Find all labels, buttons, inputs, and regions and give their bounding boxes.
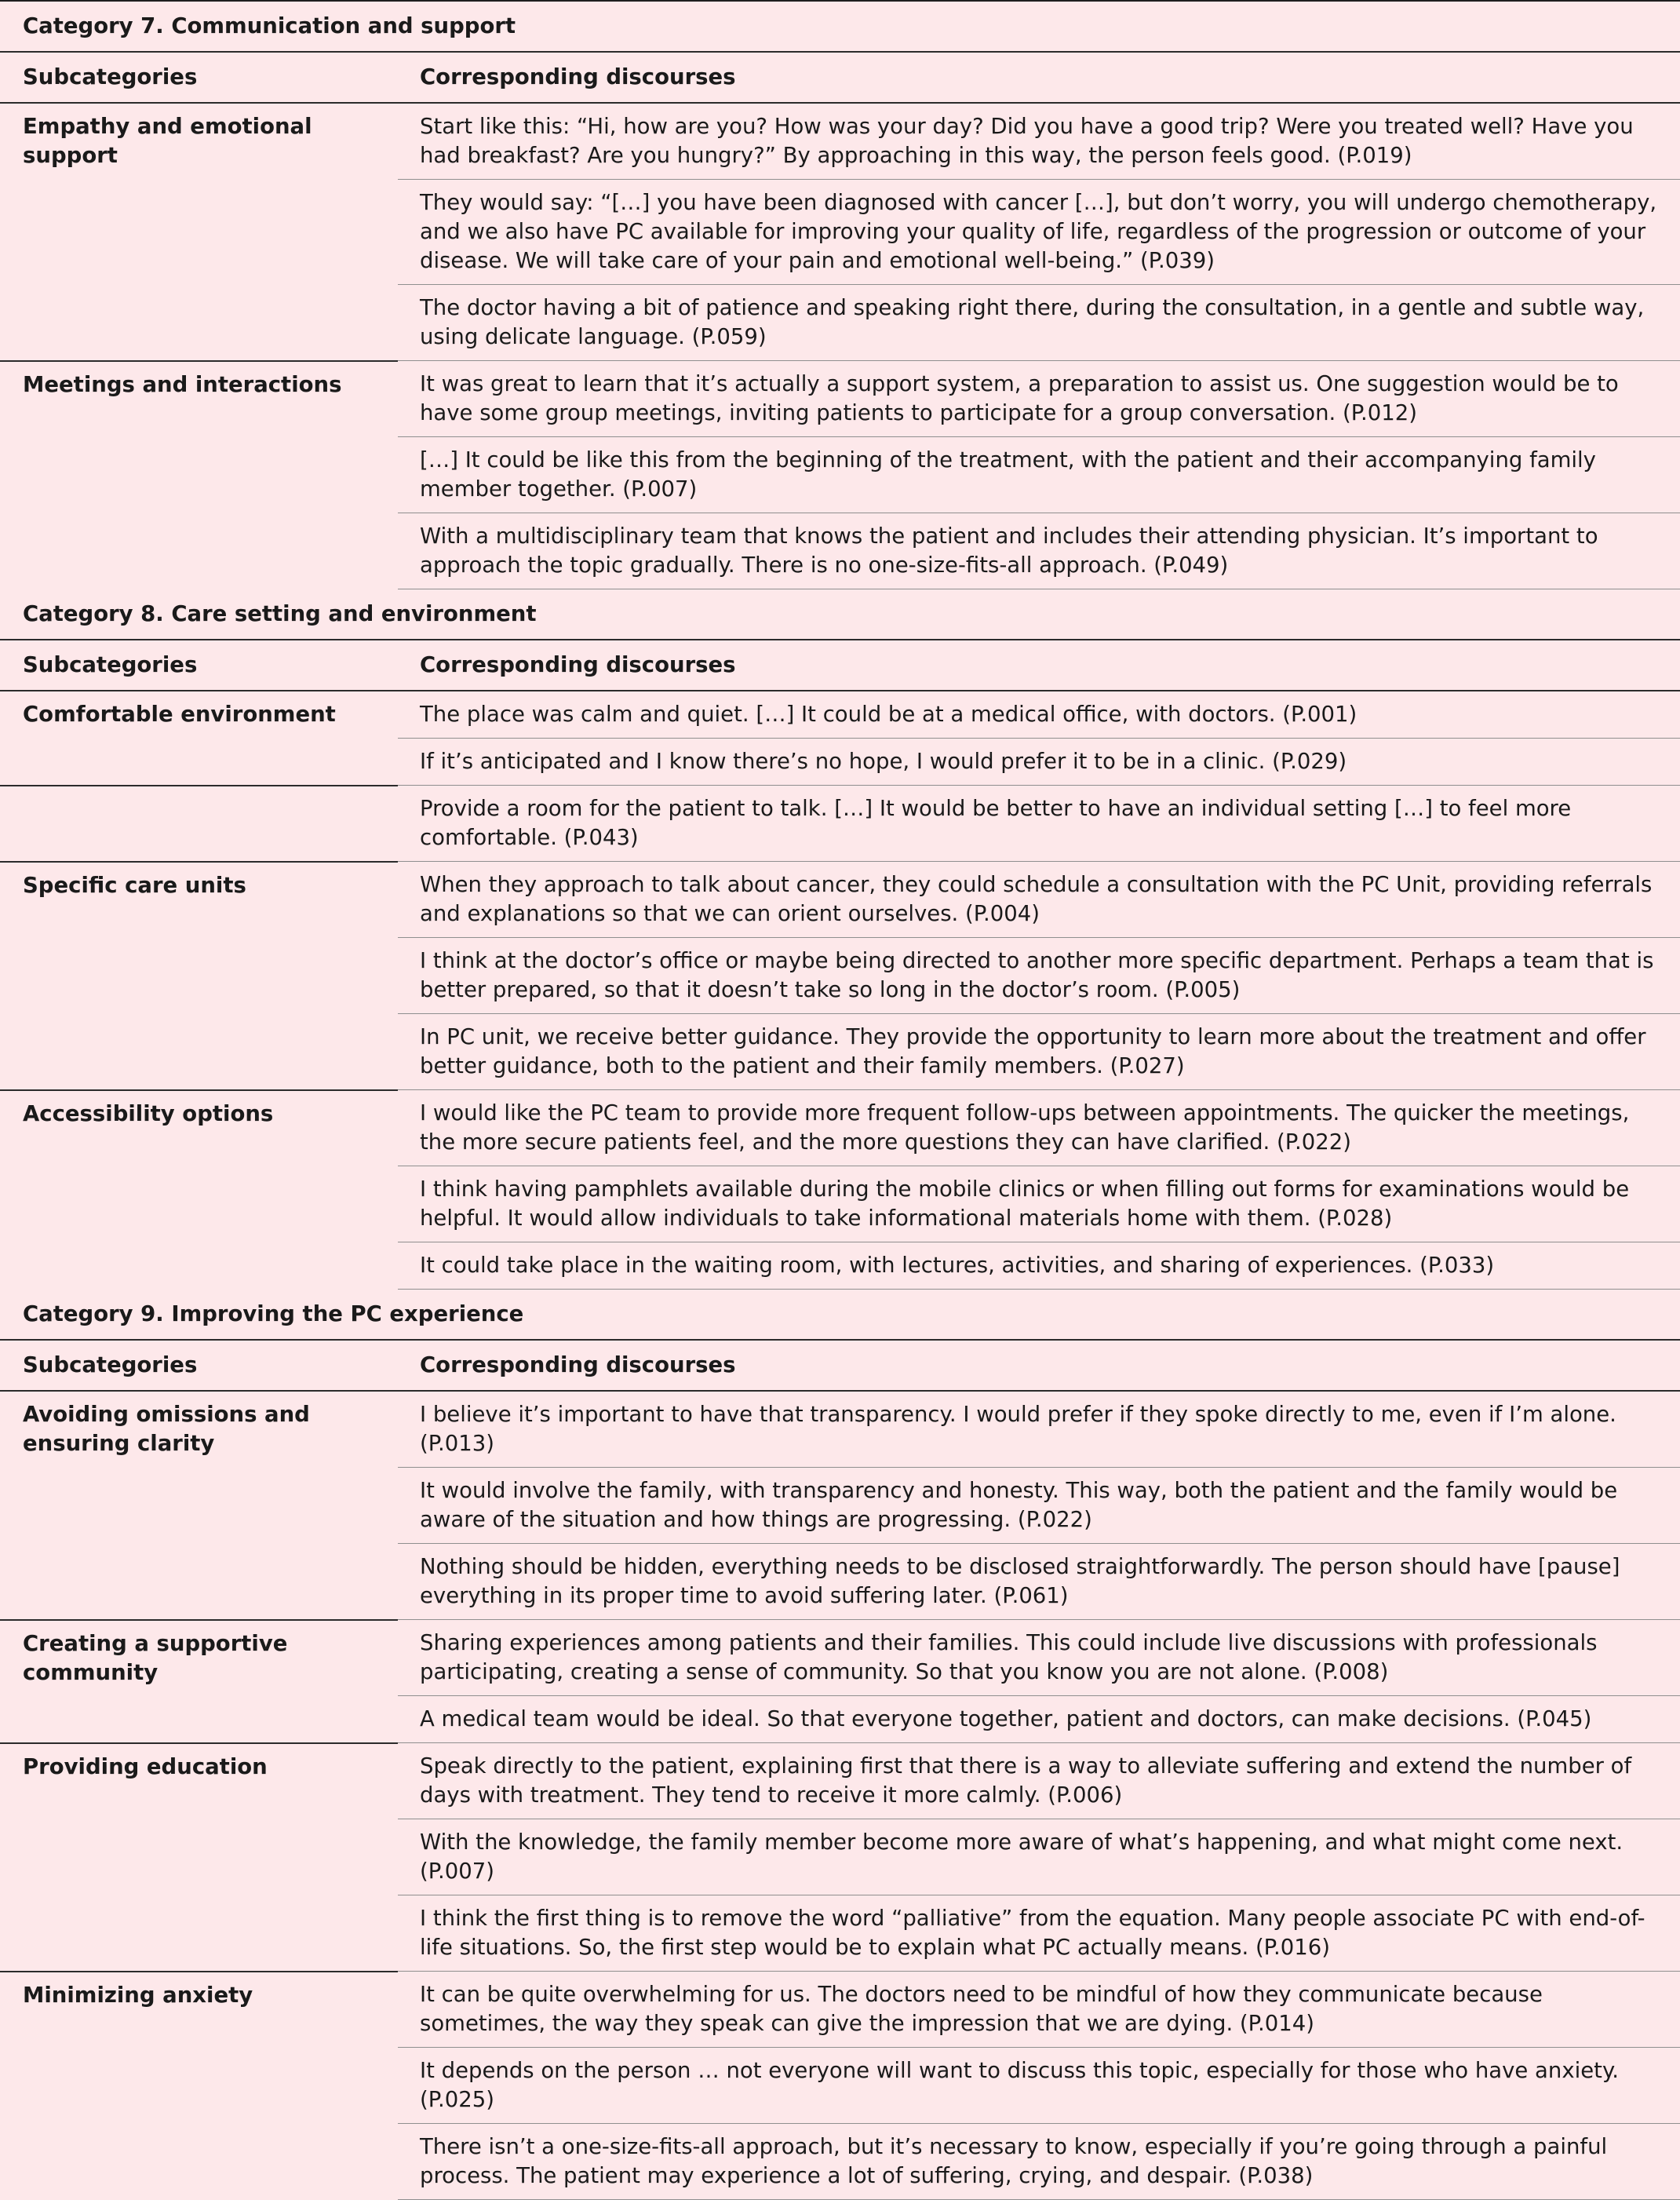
subcategory-cell <box>0 691 398 786</box>
table-row <box>0 1391 1680 1468</box>
subcategory-cell <box>0 1620 398 1743</box>
discourse-text: I think having pamphlets available during the mobile clinics or when filling out forms for examinations would be helpful. It would allow individuals to take informational materials home with them. (P.028) <box>398 1166 1680 1242</box>
discourse-text: They would say: “[…] you have been diagnosed with cancer […], but don’t worry, you will undergo chemotherapy, and we also have PC available for improving your quality of life, regardless of the progression or outcome of your disease. We will take care of your pain and emotional well-being.” (P.039) <box>398 180 1680 285</box>
table-row <box>0 786 1680 862</box>
subcategory-cell <box>0 103 398 361</box>
subcategory-name: Providing education <box>23 1753 268 1779</box>
table-row <box>0 691 1680 739</box>
subcategory-name: Meetings and interactions <box>23 371 342 397</box>
discourse-text: I would like the PC team to provide more frequent follow-ups between appointments. The quicker the meetings, the more secure patients feel, and the more questions they can have clarified. (P.022) <box>398 1090 1680 1166</box>
subcategory-cell <box>0 361 398 589</box>
discourse-text: The doctor having a bit of patience and speaking right there, during the consultation, in a gentle and subtle way, using delicate language. (P.059) <box>398 285 1680 361</box>
discourse-text: With the knowledge, the family member become more aware of what’s happening, and what might come next. (P.007) <box>398 1819 1680 1895</box>
subcategory-name: Comfortable environment <box>23 702 336 727</box>
column-header-row <box>0 1340 1680 1391</box>
discourses-header: Corresponding discourses <box>398 1340 1680 1391</box>
discourse-text: Speak directly to the patient, explaining first that there is a way to alleviate suffering and extend the number of days with treatment. They tend to receive it more calmly. (P.006) <box>398 1743 1680 1819</box>
table-row <box>0 1972 1680 2048</box>
discourse-text: It was great to learn that it’s actually a support system, a preparation to assist us. One suggestion would be to have some group meetings, inviting patients to participate for a group conversation. (P.012) <box>398 361 1680 437</box>
subcategory-name: Creating a supportive community <box>23 1630 288 1685</box>
discourse-text: Nothing should be hidden, everything needs to be disclosed straightforwardly. The person should have [pause] everything in its proper time to avoid suffering later. (P.061) <box>398 1544 1680 1620</box>
category-row <box>0 589 1680 640</box>
discourse-text: I believe it’s important to have that transparency. I would prefer if they spoke directly to me, even if I’m alone. (P.013) <box>398 1391 1680 1468</box>
subcategory-name: Empathy and emotional support <box>23 114 312 168</box>
discourse-text: Sharing experiences among patients and their families. This could include live discussions with professionals participating, creating a sense of community. So that you know you are not alone. (P.008) <box>398 1620 1680 1696</box>
table-row <box>0 1090 1680 1166</box>
category-row <box>0 1290 1680 1341</box>
subcategory-name: Minimizing anxiety <box>23 1982 253 2008</box>
subcategories-header: Subcategories <box>0 640 398 691</box>
subcategory-name: Accessibility options <box>23 1100 274 1126</box>
discourse-text: I think at the doctor’s office or maybe being directed to another more specific department. Perhaps a team that is better prepared, so that it doesn’t take so long in the doctor’s room. (P.005) <box>398 938 1680 1014</box>
discourse-text: A medical team would be ideal. So that everyone together, patient and doctors, can make decisions. (P.045) <box>398 1696 1680 1743</box>
subcategories-header: Subcategories <box>0 1340 398 1391</box>
discourse-text: There isn’t a one-size-fits-all approach, but it’s necessary to know, especially if you’re going through a painful process. The patient may experience a lot of suffering, crying, and despair. (P.038) <box>398 2124 1680 2200</box>
discourse-text: I think the first thing is to remove the word “palliative” from the equation. Many people associate PC with end-of-life situations. So, the first step would be to explain what PC actually means. (P.016) <box>398 1895 1680 1972</box>
subcategory-cell <box>0 1743 398 1972</box>
table-row <box>0 103 1680 180</box>
column-header-row <box>0 640 1680 691</box>
table-row <box>0 862 1680 938</box>
subcategory-name: Specific care units <box>23 872 246 898</box>
subcategories-header: Subcategories <box>0 52 398 103</box>
subcategory-cell <box>0 862 398 1090</box>
table-row <box>0 361 1680 437</box>
table-row <box>0 1743 1680 1819</box>
discourses-header: Corresponding discourses <box>398 52 1680 103</box>
column-header-row <box>0 52 1680 103</box>
category-title: Category 8. Care setting and environment <box>0 589 1680 640</box>
category-title: Category 7. Communication and support <box>0 1 1680 52</box>
discourse-text: With a multidisciplinary team that knows the patient and includes their attending physician. It’s important to approach the topic gradually. There is no one-size-fits-all approach. (P.049) <box>398 513 1680 589</box>
discourse-text: It could take place in the waiting room, with lectures, activities, and sharing of experiences. (P.033) <box>398 1242 1680 1290</box>
subcategory-cell <box>0 1972 398 2200</box>
discourse-text: Start like this: “Hi, how are you? How was your day? Did you have a good trip? Were you treated well? Have you had breakfast? Are you hungry?” By approaching in this way, the person feels good. (P.019) <box>398 103 1680 180</box>
discourse-text: The place was calm and quiet. […] It could be at a medical office, with doctors. (P.001) <box>398 691 1680 739</box>
category-row <box>0 1 1680 52</box>
discourse-text: […] It could be like this from the beginning of the treatment, with the patient and their accompanying family member together. (P.007) <box>398 437 1680 513</box>
subcategory-cell <box>0 1391 398 1620</box>
subcategory-name: Avoiding omissions and ensuring clarity <box>23 1402 310 1456</box>
discourse-text: It depends on the person … not everyone will want to discuss this topic, especially for those who have anxiety. (P.025) <box>398 2048 1680 2124</box>
discourse-text: If it’s anticipated and I know there’s no hope, I would prefer it to be in a clinic. (P.029) <box>398 739 1680 786</box>
subcategory-cell <box>0 786 398 862</box>
discourse-text: Provide a room for the patient to talk. […] It would be better to have an individual setting […] to feel more comfortable. (P.043) <box>398 786 1680 862</box>
discourse-text: In PC unit, we receive better guidance. They provide the opportunity to learn more about the treatment and offer better guidance, both to the patient and their family members. (P.027) <box>398 1014 1680 1090</box>
discourse-text: It can be quite overwhelming for us. The doctors need to be mindful of how they communicate because sometimes, the way they speak can give the impression that we are dying. (P.014) <box>398 1972 1680 2048</box>
subcategory-cell <box>0 1090 398 1290</box>
discourse-text: When they approach to talk about cancer, they could schedule a consultation with the PC Unit, providing referrals and explanations so that we can orient ourselves. (P.004) <box>398 862 1680 938</box>
discourses-header: Corresponding discourses <box>398 640 1680 691</box>
table-row <box>0 1620 1680 1696</box>
category-title: Category 9. Improving the PC experience <box>0 1290 1680 1341</box>
discourse-text: It would involve the family, with transparency and honesty. This way, both the patient and the family would be aware of the situation and how things are progressing. (P.022) <box>398 1468 1680 1544</box>
